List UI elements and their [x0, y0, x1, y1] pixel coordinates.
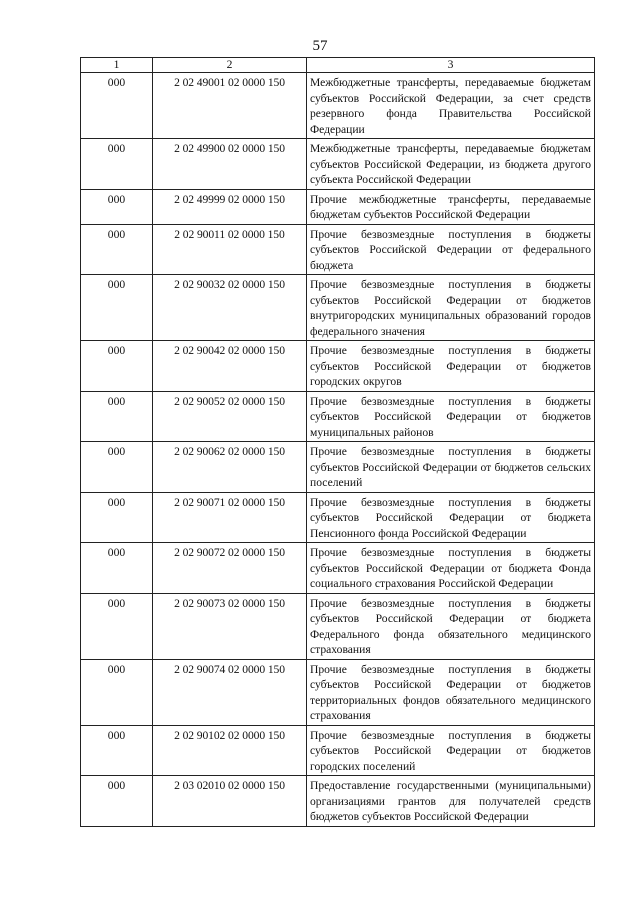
table-row: [81, 492, 595, 543]
table-row: [81, 224, 595, 275]
admin-code-cell: 000: [81, 442, 153, 493]
column-header: 1: [81, 58, 153, 73]
revenue-name-cell: Прочие безвозмездные поступления в бюджеты субъектов Российской Федерации от бюджетов муниципальных районов: [307, 391, 595, 442]
table-row: [81, 275, 595, 341]
admin-code-cell: 000: [81, 139, 153, 190]
revenue-name-cell: Предоставление государственными (муниципальными) организациями грантов для получателей средств бюджетов субъектов Российской Федерации: [307, 776, 595, 827]
budget-code-cell: 2 02 49001 02 0000 150: [153, 73, 307, 139]
revenue-name-cell: Прочие безвозмездные поступления в бюджеты субъектов Российской Федерации от федерального бюджета: [307, 224, 595, 275]
column-number-row: [81, 58, 595, 73]
budget-code-cell: 2 02 49999 02 0000 150: [153, 189, 307, 224]
revenue-name-cell: Прочие безвозмездные поступления в бюджеты субъектов Российской Федерации от бюджетов внутригородских муниципальных образований городов федерального значения: [307, 275, 595, 341]
column-header: 3: [307, 58, 595, 73]
table-row: [81, 725, 595, 776]
budget-code-cell: 2 02 90042 02 0000 150: [153, 341, 307, 392]
table-body: [81, 73, 595, 827]
budget-code-cell: 2 02 90102 02 0000 150: [153, 725, 307, 776]
admin-code-cell: 000: [81, 391, 153, 442]
revenue-name-cell: Прочие безвозмездные поступления в бюджеты субъектов Российской Федерации от бюджетов сельских поселений: [307, 442, 595, 493]
revenue-name-cell: Прочие безвозмездные поступления в бюджеты субъектов Российской Федерации от бюджета Пенсионного фонда Российской Федерации: [307, 492, 595, 543]
revenue-name-cell: Прочие межбюджетные трансферты, передаваемые бюджетам субъектов Российской Федерации: [307, 189, 595, 224]
revenue-name-cell: Прочие безвозмездные поступления в бюджеты субъектов Российской Федерации от бюджета Федерального фонда обязательного медицинского страхования: [307, 593, 595, 659]
budget-code-cell: 2 02 90032 02 0000 150: [153, 275, 307, 341]
budget-code-cell: 2 02 90062 02 0000 150: [153, 442, 307, 493]
admin-code-cell: 000: [81, 659, 153, 725]
table-row: [81, 139, 595, 190]
revenue-name-cell: Прочие безвозмездные поступления в бюджеты субъектов Российской Федерации от бюджетов городских округов: [307, 341, 595, 392]
table-header: [81, 58, 595, 73]
table-row: [81, 593, 595, 659]
budget-code-cell: 2 02 90072 02 0000 150: [153, 543, 307, 594]
admin-code-cell: 000: [81, 189, 153, 224]
budget-code-cell: 2 02 49900 02 0000 150: [153, 139, 307, 190]
admin-code-cell: 000: [81, 341, 153, 392]
revenue-name-cell: Межбюджетные трансферты, передаваемые бюджетам субъектов Российской Федерации, из бюджета другого субъекта Российской Федерации: [307, 139, 595, 190]
table-row: [81, 391, 595, 442]
admin-code-cell: 000: [81, 593, 153, 659]
budget-code-cell: 2 02 90071 02 0000 150: [153, 492, 307, 543]
budget-code-cell: 2 02 90074 02 0000 150: [153, 659, 307, 725]
table-row: [81, 543, 595, 594]
budget-codes-table: [80, 57, 595, 827]
table-row: [81, 776, 595, 827]
revenue-name-cell: Прочие безвозмездные поступления в бюджеты субъектов Российской Федерации от бюджетов территориальных фондов обязательного медицинского страхования: [307, 659, 595, 725]
budget-code-cell: 2 02 90011 02 0000 150: [153, 224, 307, 275]
admin-code-cell: 000: [81, 492, 153, 543]
table-row: [81, 659, 595, 725]
revenue-name-cell: Прочие безвозмездные поступления в бюджеты субъектов Российской Федерации от бюджета Фонда социального страхования Российской Федерации: [307, 543, 595, 594]
admin-code-cell: 000: [81, 543, 153, 594]
admin-code-cell: 000: [81, 725, 153, 776]
budget-code-cell: 2 03 02010 02 0000 150: [153, 776, 307, 827]
column-header: 2: [153, 58, 307, 73]
table-row: [81, 442, 595, 493]
page-number: 57: [312, 38, 328, 54]
table-row: [81, 73, 595, 139]
revenue-name-cell: Межбюджетные трансферты, передаваемые бюджетам субъектов Российской Федерации, за счет средств резервного фонда Правительства Российской Федерации: [307, 73, 595, 139]
admin-code-cell: 000: [81, 73, 153, 139]
budget-code-cell: 2 02 90073 02 0000 150: [153, 593, 307, 659]
admin-code-cell: 000: [81, 224, 153, 275]
budget-code-cell: 2 02 90052 02 0000 150: [153, 391, 307, 442]
table-row: [81, 189, 595, 224]
admin-code-cell: 000: [81, 776, 153, 827]
revenue-name-cell: Прочие безвозмездные поступления в бюджеты субъектов Российской Федерации от бюджетов городских поселений: [307, 725, 595, 776]
admin-code-cell: 000: [81, 275, 153, 341]
table-row: [81, 341, 595, 392]
